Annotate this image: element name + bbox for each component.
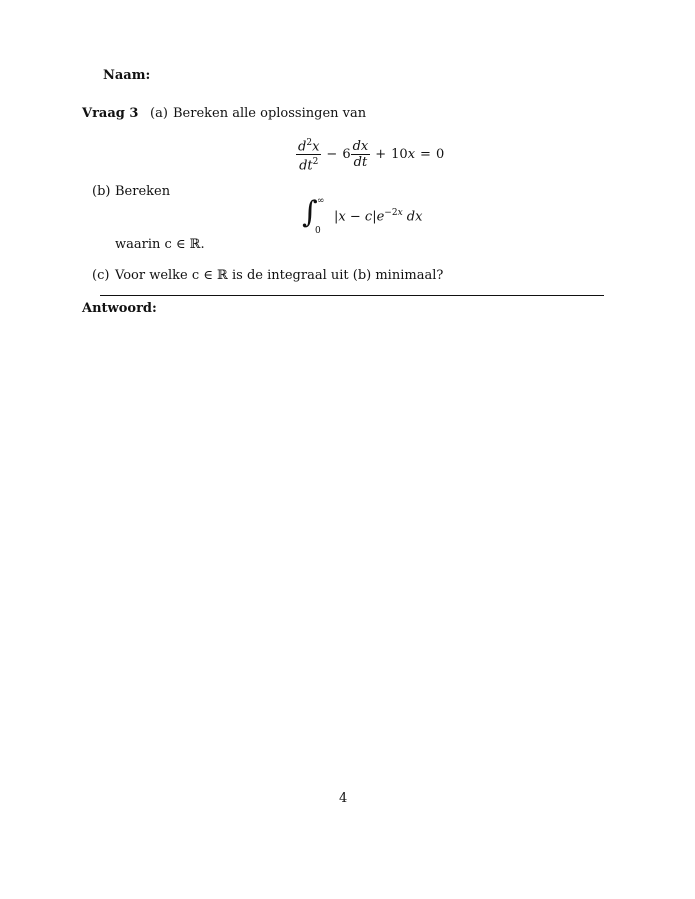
part-b-condition: waarin c ∈ ℝ. bbox=[115, 237, 205, 252]
differential-equation: $\frac{d^2x}{dt^2}$ − 6 $\frac{dx}{dt}$ + 10x = 0 bbox=[298, 138, 445, 174]
answer-label: Antwoord: bbox=[82, 301, 157, 316]
part-b-marker: (b) bbox=[92, 184, 111, 199]
part-b-text: Bereken bbox=[115, 184, 171, 199]
part-a-marker: (a) bbox=[150, 106, 168, 121]
page-number: 4 bbox=[339, 791, 348, 806]
part-a-text: Bereken alle oplossingen van bbox=[173, 106, 367, 121]
part-c-text: Voor welke c ∈ ℝ is de integraal uit (b) minimaal? bbox=[115, 268, 444, 283]
name-label: Naam: bbox=[103, 68, 151, 83]
part-c-marker: (c) bbox=[92, 268, 110, 283]
question-label: Vraag 3 bbox=[82, 106, 139, 121]
separator-rule bbox=[100, 295, 604, 296]
integral-expression: ∫ ∞ 0 $|x - c|e^{-2x}$ dx bbox=[302, 195, 423, 236]
